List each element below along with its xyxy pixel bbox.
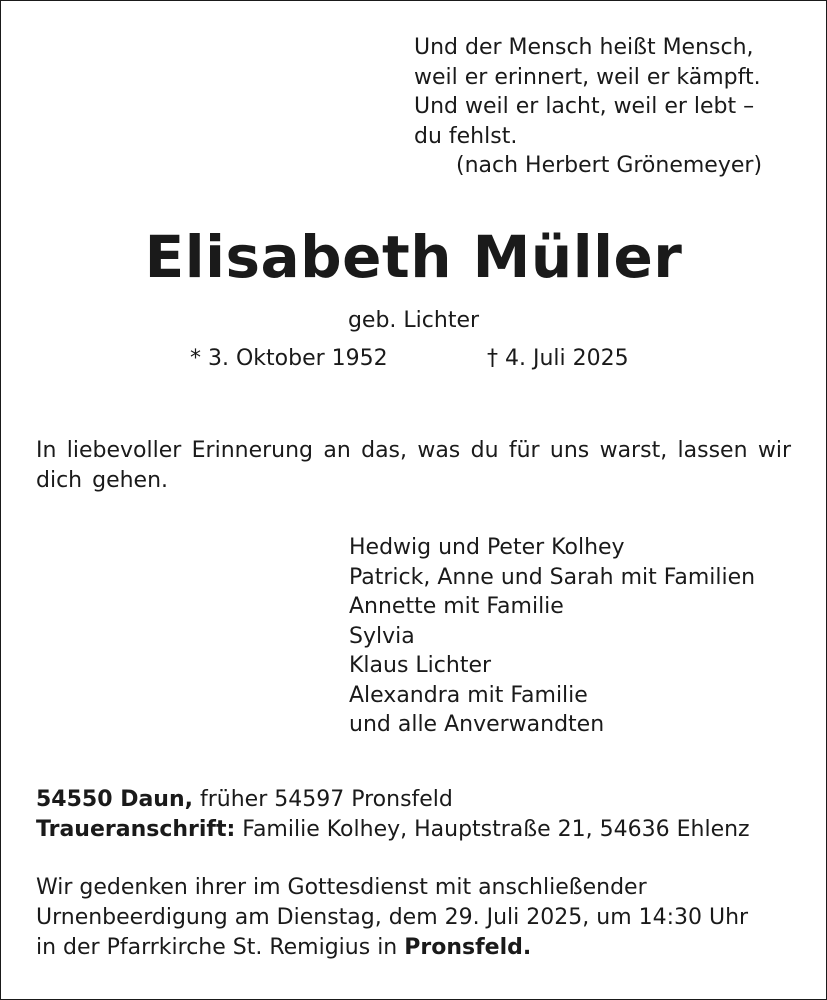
mourner-item: Hedwig und Peter Kolhey bbox=[349, 535, 625, 560]
quote-line: weil er erinnert, weil er kämpft. bbox=[414, 64, 761, 90]
residence-former: früher 54597 Pronsfeld bbox=[193, 787, 453, 812]
residence-place: 54550 Daun, bbox=[36, 787, 193, 812]
service-location: in der Pfarrkirche St. Remigius in bbox=[36, 935, 405, 960]
mourner-item: und alle Anverwandten bbox=[349, 712, 605, 737]
birth-date: * 3. Oktober 1952 bbox=[190, 346, 388, 371]
mourning-address-label: Traueranschrift: bbox=[36, 817, 236, 842]
residence-line bbox=[36, 785, 796, 815]
service-block bbox=[36, 873, 796, 963]
service-line: Wir gedenken ihrer im Gottesdienst mit anschließender bbox=[36, 875, 647, 900]
remembrance-text: In liebevoller Erinnerung an das, was du für uns warst, lassen wir dich gehen. bbox=[36, 438, 791, 493]
mourner-item: Sylvia bbox=[349, 623, 415, 649]
mourners-list bbox=[349, 533, 755, 740]
birth-name: geb. Lichter bbox=[347, 308, 480, 333]
death-date: † 4. Juli 2025 bbox=[487, 346, 629, 371]
mourner-item: Annette mit Familie bbox=[349, 594, 564, 619]
quote-line: Und weil er lacht, weil er lebt – bbox=[414, 94, 755, 119]
service-line bbox=[36, 933, 796, 963]
deceased-name: Elisabeth Müller bbox=[144, 223, 683, 291]
quote-line: du fehlst. bbox=[414, 123, 518, 149]
address-block bbox=[36, 785, 796, 845]
quote-attribution: (nach Herbert Grönemeyer) bbox=[456, 153, 763, 178]
quote-line: Und der Mensch heißt Mensch, bbox=[414, 35, 754, 60]
memorial-quote bbox=[414, 33, 804, 181]
mourner-item: Patrick, Anne und Sarah mit Familien bbox=[349, 564, 756, 590]
mourner-item: Alexandra mit Familie bbox=[349, 682, 588, 708]
mourning-address-line bbox=[36, 815, 796, 845]
mourning-address: Familie Kolhey, Hauptstraße 21, 54636 Ehlenz bbox=[235, 817, 750, 842]
service-line: Urnenbeerdigung am Dienstag, dem 29. Juli 2025, um 14:30 Uhr bbox=[36, 905, 749, 930]
mourner-item: Klaus Lichter bbox=[349, 653, 492, 678]
service-town: Pronsfeld. bbox=[404, 935, 532, 960]
